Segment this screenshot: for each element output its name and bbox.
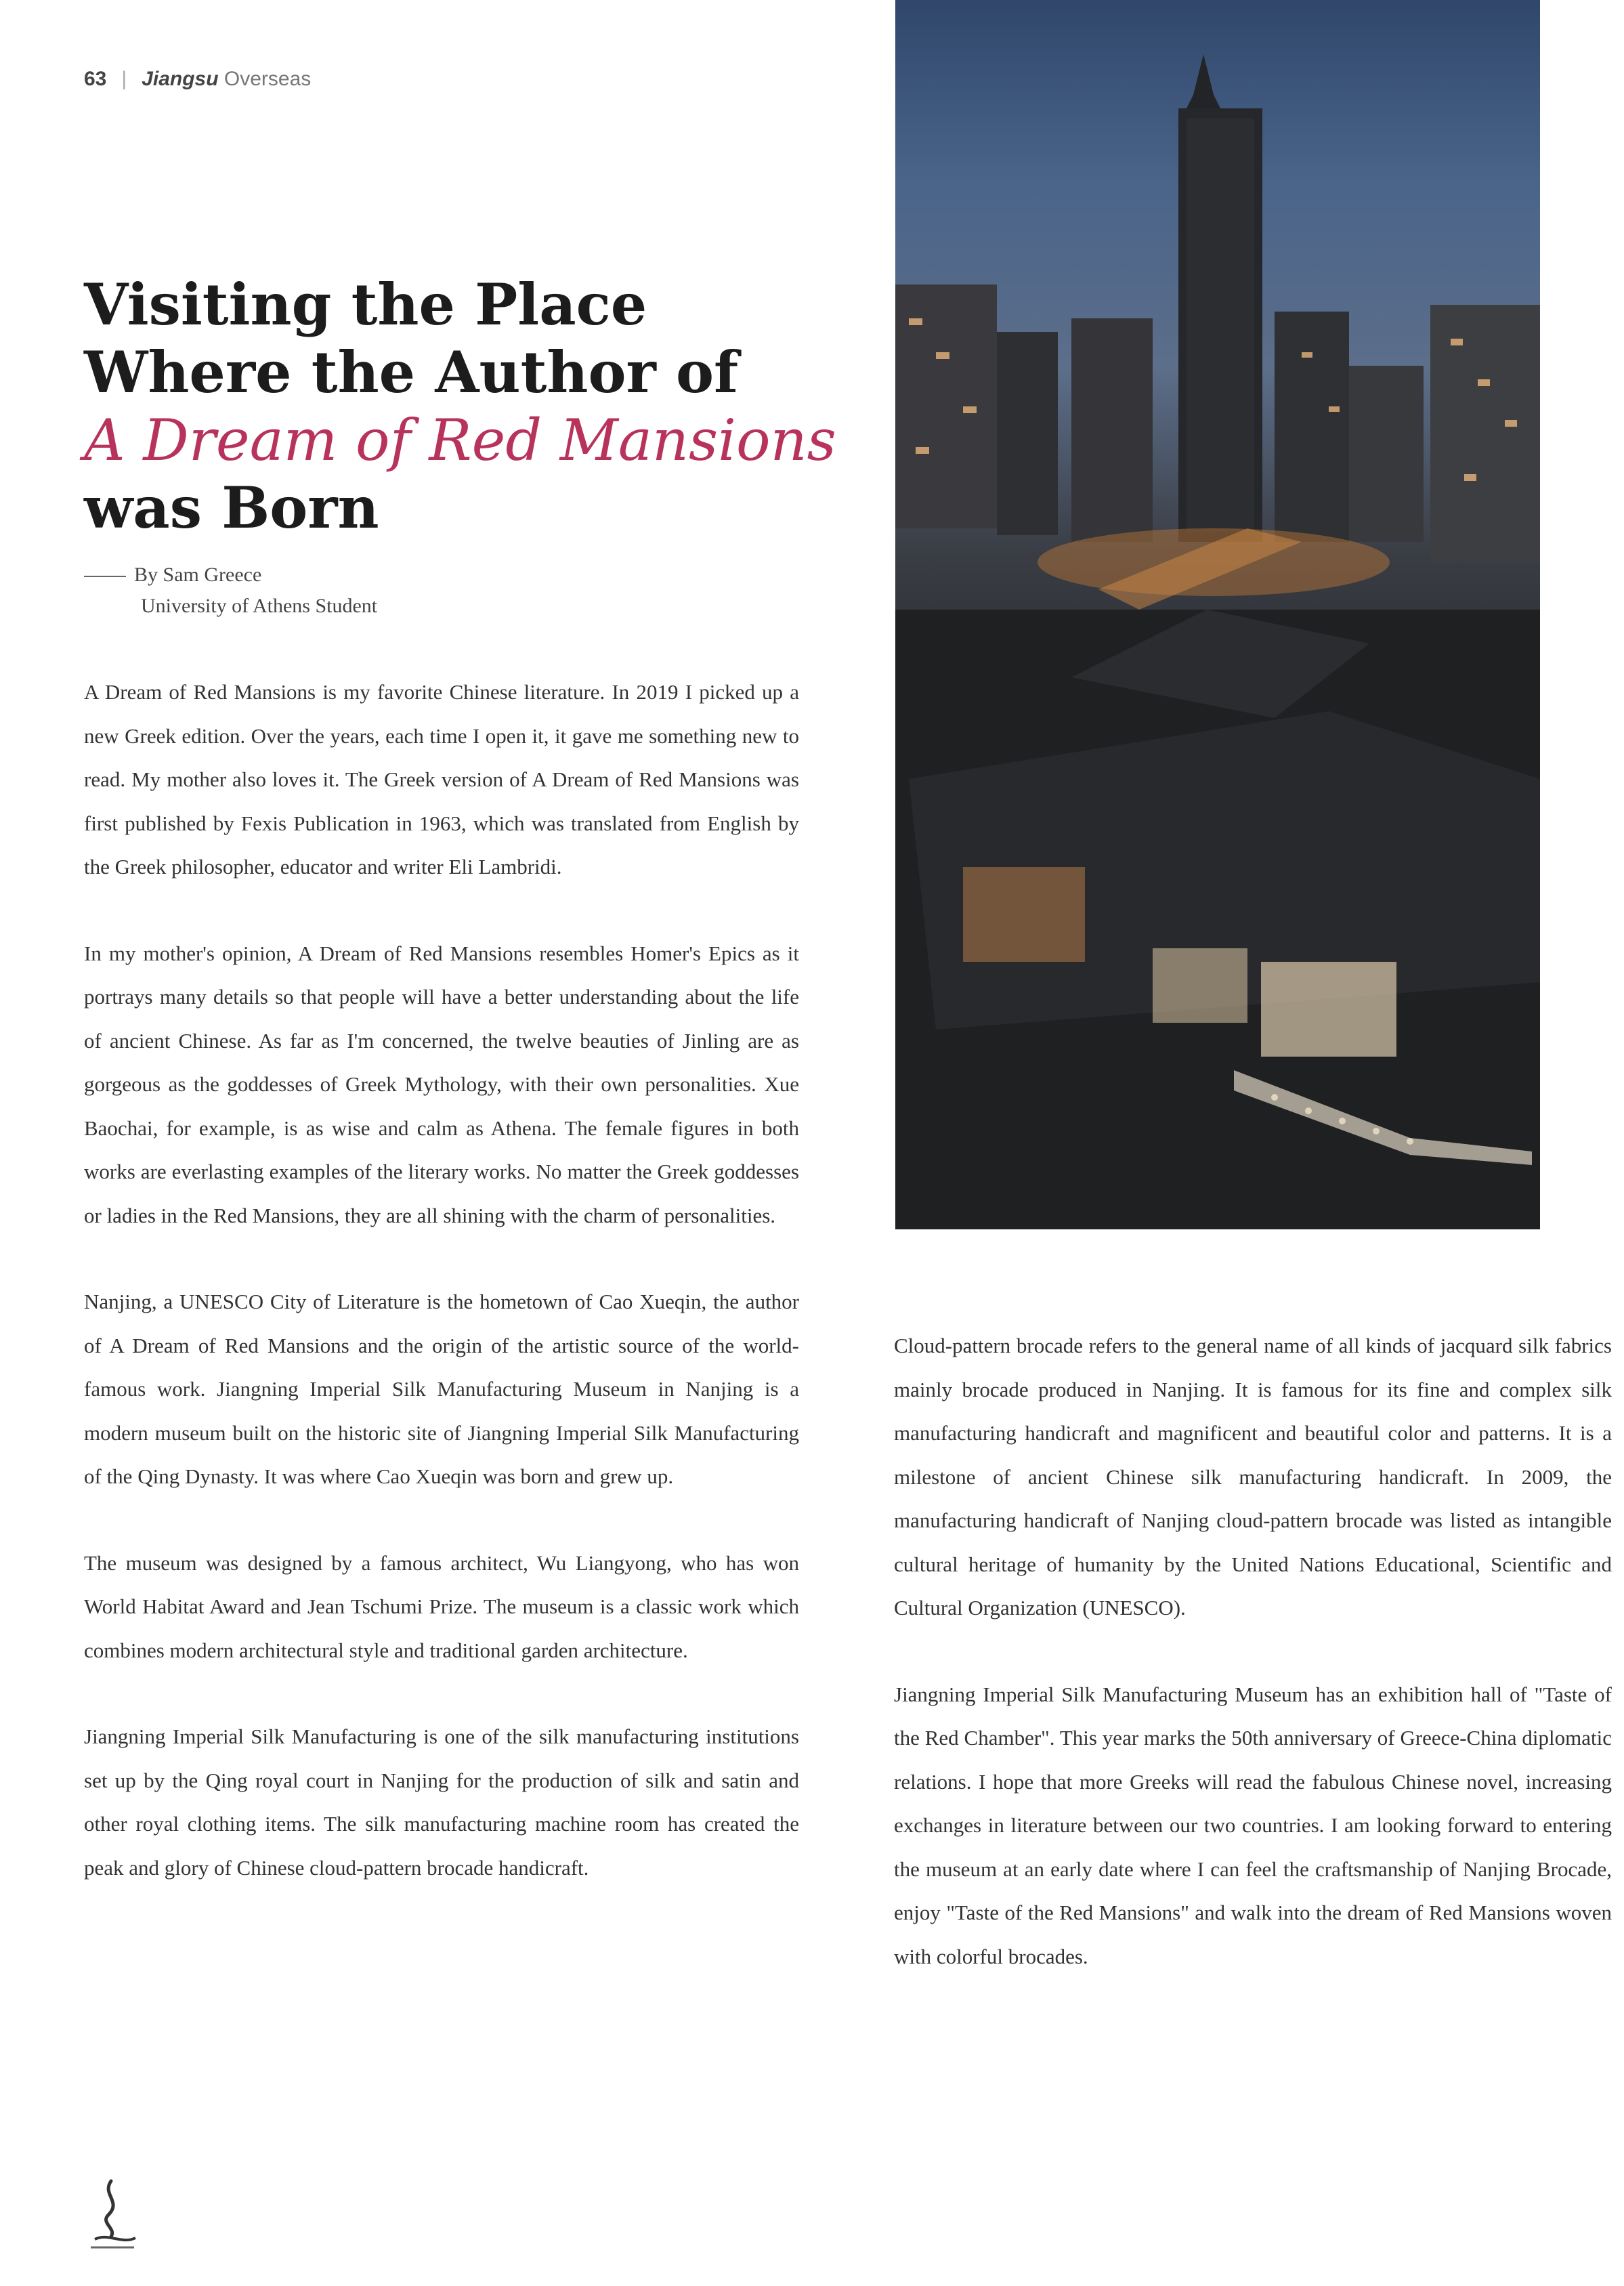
body-paragraph: Jiangning Imperial Silk Manufacturing is one of the silk manufacturing institutions set up by the Qing royal court in Nanjing for the production of silk and satin and other royal clothing items. The silk manufacturing machine room has created the peak and glory of Chinese cloud-pattern brocade handicraft. — [84, 1724, 799, 1880]
title-line-book-name: A Dream of Red Mansions — [84, 407, 836, 473]
body-paragraph: The museum was designed by a famous architect, Wu Liangyong, who has won World Habitat Award and Jean Tschumi Prize. The museum is a classic work which combines modern architectural style and traditional garden architecture. — [84, 1550, 799, 1662]
article-title — [84, 271, 836, 542]
page-number: 63 — [84, 68, 107, 90]
body-paragraph: Jiangning Imperial Silk Manufacturing Museum has an exhibition hall of "Taste of the Red Chamber". This year marks the 50th anniversary of Greece-China diplomatic relations. I hope that more Greeks will read the fabulous Chinese novel, increasing exchanges in literature between our two countries. I am looking forward to entering the museum at an early date where I can feel the craftsmanship of Nanjing Brocade, enjoy "Taste of the Red Mansions" and walk into the dream of Red Mansions woven with colorful brocades. — [894, 1682, 1612, 1968]
body-paragraph: Nanjing, a UNESCO City of Literature is the hometown of Cao Xueqin, the author of A Dream of Red Mansions and the origin of the artistic source of the world-famous work. Jiangning Imperial Silk Manufacturing Museum in Nanjing is a modern museum built on the historic site of Jiangning Imperial Silk Manufacturing of the Qing Dynasty. It was where Cao Xueqin was born and grew up. — [84, 1290, 799, 1488]
right-column — [894, 1324, 1612, 2021]
publication-logo-icon — [81, 2174, 142, 2256]
left-column — [84, 671, 799, 1932]
body-paragraph: Cloud-pattern brocade refers to the general name of all kinds of jacquard silk fabrics mainly brocade produced in Nanjing. It is famous for its fine and complex silk manufacturing handicraft and magnificent and beautiful color and patterns. It is a milestone of ancient Chinese silk manufacturing handicraft. In 2009, the manufacturing handicraft of Nanjing cloud-pattern brocade was listed as intangible cultural heritage of humanity by the United Nations Educational, Scientific and Cultural Organization (UNESCO). — [894, 1334, 1612, 1620]
body-paragraph: A Dream of Red Mansions is my favorite Chinese literature. In 2019 I picked up a new Greek edition. Over the years, each time I open it, it gave me something new to read. My mother also loves it. The Greek version of A Dream of Red Mansions was first published by Fexis Publication in 1963, which was translated from English by the Greek philosopher, educator and writer Eli Lambridi. — [84, 680, 799, 879]
byline-affiliation: University of Athens Student — [141, 595, 378, 617]
title-line-1: Visiting the Place — [84, 271, 647, 338]
city-night-photo — [895, 0, 1540, 1229]
title-line-2: Where the Author of — [84, 339, 739, 406]
body-paragraph: In my mother's opinion, A Dream of Red Mansions resembles Homer's Epics as it portrays many details so that people will have a better understanding about the life of ancient Chinese. As far as I'm concerned, the twelve beauties of Jinling are as gorgeous as the goddesses of Greek Mythology, with their own personalities. Xue Baochai, for example, is as wise and calm as Athena. The female figures in both works are everlasting examples of the literary works. No matter the Greek goddesses or ladies in the Red Mansions, they are all shining with the charm of personalities. — [84, 941, 799, 1227]
title-line-4: was Born — [84, 474, 379, 541]
header-publication — [142, 68, 311, 91]
running-header — [84, 62, 311, 96]
header-separator: | — [121, 68, 127, 90]
byline-author: By Sam Greece — [134, 564, 262, 586]
section-name: Overseas — [223, 68, 312, 90]
byline — [84, 559, 377, 622]
magazine-name: Jiangsu — [142, 68, 219, 90]
byline-dash — [84, 576, 126, 577]
